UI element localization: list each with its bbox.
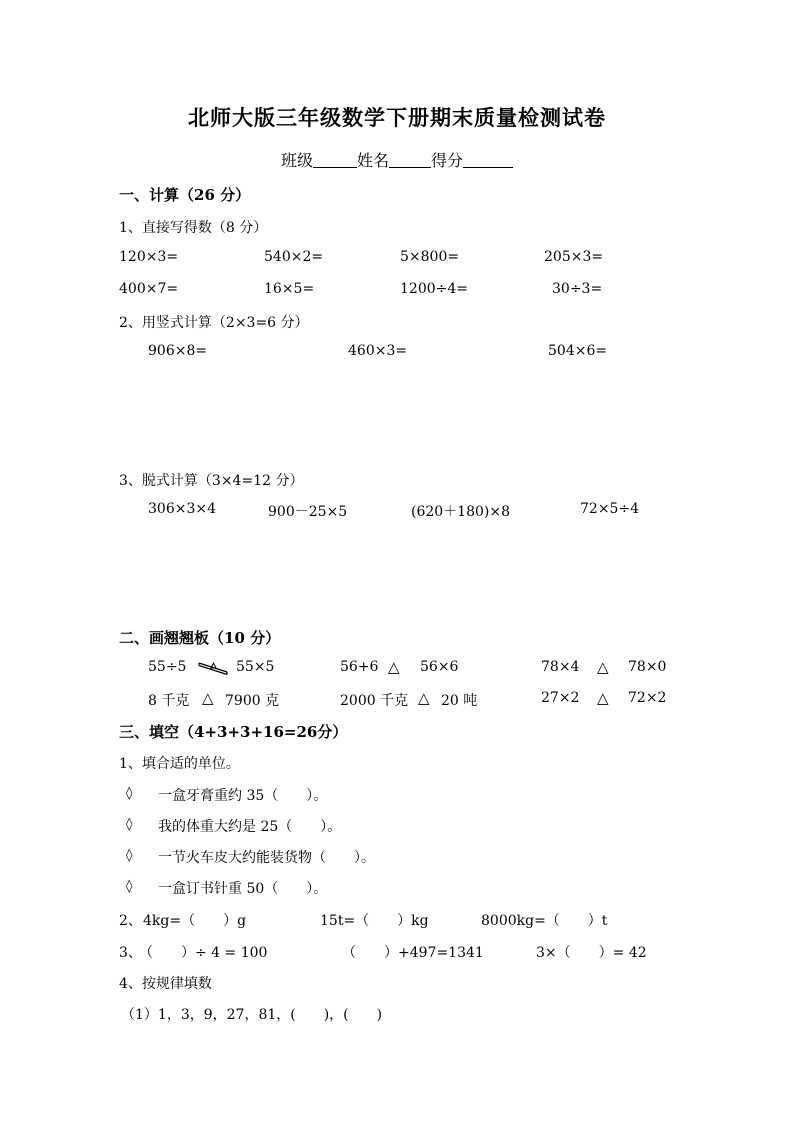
s3-q1-item: 我的体重大约是 25（ ）。 <box>158 819 342 835</box>
triangle-icon: △ <box>418 689 430 707</box>
s1-q1-item: 540×2= <box>264 249 324 265</box>
seesaw-right: 20 吨 <box>441 693 478 709</box>
s1-q1-item: 30÷3= <box>552 281 603 297</box>
s3-q2-item: 15t=（ ）kg <box>320 913 429 929</box>
section1-heading: 一、计算（26 分） <box>119 186 251 204</box>
s3-q1-item: 一盒订书针重 50（ ）。 <box>158 881 328 897</box>
seesaw-left: 56+6 <box>340 659 379 675</box>
seesaw-left: 2000 千克 <box>340 693 409 709</box>
s1-q1-item: 1200÷4= <box>400 281 468 297</box>
seesaw-right: 55×5 <box>236 659 275 675</box>
s1-q3-item: 900－25×5 <box>268 504 348 520</box>
seesaw-right: 78×0 <box>628 659 667 675</box>
s3-q3-item: （ ）÷ 4 = 100 <box>139 945 268 961</box>
score-label: 得分 <box>431 151 464 170</box>
triangle-icon: △ <box>597 689 609 707</box>
s1-q1-item: 120×3= <box>119 249 179 265</box>
section3-heading: 三、填空（4+3+3+16=26分） <box>119 723 348 741</box>
seesaw-left: 78×4 <box>541 659 580 675</box>
s1-q3-item: 72×5÷4 <box>580 501 640 517</box>
s1-q1-item: 16×5= <box>264 281 315 297</box>
s3-q4-label: 4、按规律填数 <box>119 976 212 992</box>
s1-q3-label: 3、脱式计算（3×4=12 分） <box>119 473 304 489</box>
s3-q3-label: 3、 <box>119 945 142 961</box>
seesaw-right: 56×6 <box>420 659 459 675</box>
s1-q2-item: 906×8= <box>148 343 208 359</box>
s1-q2-item: 504×6= <box>548 343 608 359</box>
s1-q3-item: (620＋180)×8 <box>411 504 511 520</box>
score-blank[interactable] <box>463 151 513 168</box>
triangle-icon: △ <box>388 658 400 676</box>
s3-q1-item: 一盒牙膏重约 35（ ）。 <box>158 788 328 804</box>
seesaw-left: 8 千克 <box>148 693 190 709</box>
seesaw-right: 7900 克 <box>225 693 280 709</box>
triangle-icon: △ <box>597 658 609 676</box>
s3-q1-label: 1、填合适的单位。 <box>119 756 240 772</box>
seesaw-right: 72×2 <box>628 690 667 706</box>
s3-q4-part1: （1）1，3，9，27，81，( )，( ) <box>121 1007 383 1023</box>
s3-q2-item: 4kg=（ ）g <box>143 913 247 929</box>
seesaw-left: 55÷5 <box>148 659 187 675</box>
s1-q1-item: 400×7= <box>119 281 179 297</box>
triangle-icon: △ <box>202 689 214 707</box>
s1-q1-label: 1、直接写得数（8 分） <box>119 220 268 236</box>
diamond-bullet-icon: ◊ <box>126 786 133 801</box>
student-info-line <box>0 148 794 171</box>
name-blank[interactable] <box>389 151 431 168</box>
s3-q2-label: 2、 <box>119 913 142 929</box>
diamond-bullet-icon: ◊ <box>126 848 133 863</box>
s3-q2-item: 8000kg=（ ）t <box>481 913 608 929</box>
diamond-bullet-icon: ◊ <box>126 879 133 894</box>
s1-q3-item: 306×3×4 <box>148 501 216 517</box>
seesaw-left: 27×2 <box>541 690 580 706</box>
s3-q3-item: （ ）+497=1341 <box>342 945 484 961</box>
class-blank[interactable] <box>313 151 357 168</box>
diamond-bullet-icon: ◊ <box>126 817 133 832</box>
s1-q2-item: 460×3= <box>348 343 408 359</box>
s3-q1-item: 一节火车皮大约能装货物（ ）。 <box>158 850 375 866</box>
seesaw-icon <box>197 661 229 675</box>
section2-heading: 二、画翘翘板（10 分） <box>119 629 281 647</box>
s3-q3-item: 3×（ ）= 42 <box>536 945 647 961</box>
s1-q1-item: 205×3= <box>544 249 604 265</box>
class-label: 班级 <box>280 151 313 170</box>
s1-q2-label: 2、用竖式计算（2×3=6 分） <box>119 315 309 331</box>
page-title: 北师大版三年级数学下册期末质量检测试卷 <box>188 105 606 130</box>
s1-q1-item: 5×800= <box>400 249 460 265</box>
name-label: 姓名 <box>356 151 389 170</box>
